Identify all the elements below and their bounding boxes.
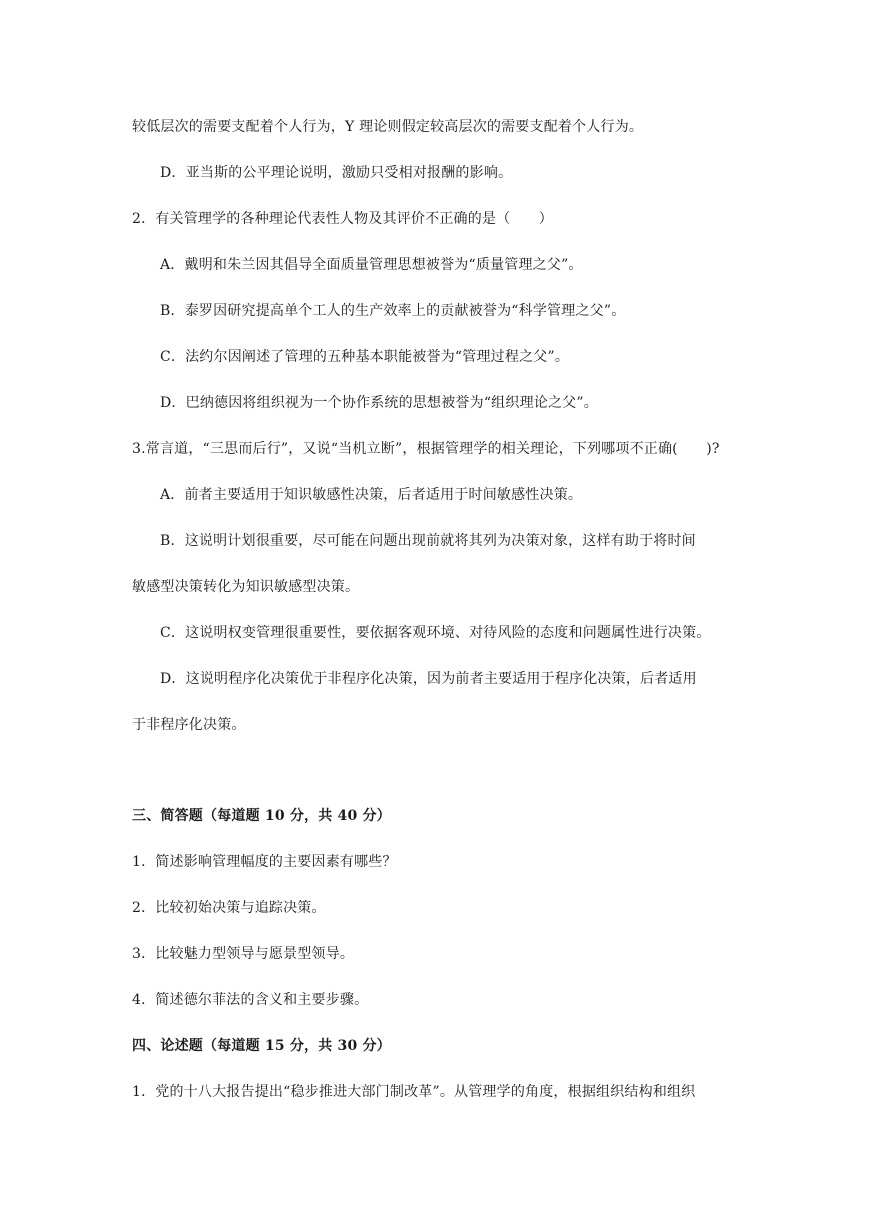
short-answer-3: 3．比较魅力型领导与愿景型领导。 <box>132 946 355 962</box>
section-heading-short-answer: 三、简答题（每道题 10 分，共 40 分） <box>132 808 391 824</box>
question-3: 3.常言道，“三思而后行”，又说“当机立断”，根据管理学的相关理论，下列哪项不正确( )? <box>132 441 720 457</box>
option-b-line: B．这说明计划很重要，尽可能在问题出现前就将其列为决策对象，这样有助于将时间 <box>160 533 696 549</box>
text-line: 较低层次的需要支配着个人行为，Y 理论则假定较高层次的需要支配着个人行为。 <box>132 119 644 135</box>
option-a-line: A．戴明和朱兰因其倡导全面质量管理思想被誉为“质量管理之父”。 <box>160 257 583 273</box>
essay-1: 1．党的十八大报告提出“稳步推进大部门制改革”。从管理学的角度，根据组织结构和组织 <box>132 1084 696 1100</box>
option-c-line: C．法约尔因阐述了管理的五种基本职能被誉为“管理过程之父”。 <box>160 349 570 365</box>
short-answer-4: 4．简述德尔菲法的含义和主要步骤。 <box>132 992 369 1008</box>
short-answer-2: 2．比较初始决策与追踪决策。 <box>132 900 326 916</box>
option-d-line: D．这说明程序化决策优于非程序化决策，因为前者主要适用于程序化决策，后者适用 <box>160 671 697 687</box>
option-d-line: D．巴纳德因将组织视为一个协作系统的思想被誉为“组织理论之父”。 <box>160 395 598 411</box>
short-answer-1: 1．简述影响管理幅度的主要因素有哪些？ <box>132 854 397 870</box>
option-c-line: C．这说明权变管理很重要性，要依据客观环境、对待风险的态度和问题属性进行决策。 <box>160 625 711 641</box>
option-d-line: D．亚当斯的公平理论说明，激励只受相对报酬的影响。 <box>160 165 513 181</box>
section-heading-essay: 四、论述题（每道题 15 分，共 30 分） <box>132 1038 391 1054</box>
question-2: 2．有关管理学的各种理论代表性人物及其评价不正确的是（ ） <box>132 211 553 227</box>
option-b-line: B．泰罗因研究提高单个工人的生产效率上的贡献被誉为“科学管理之父”。 <box>160 303 626 319</box>
option-d-continuation: 于非程序化决策。 <box>132 717 246 733</box>
option-a-line: A．前者主要适用于知识敏感性决策，后者适用于时间敏感性决策。 <box>160 487 583 503</box>
option-b-continuation: 敏感型决策转化为知识敏感型决策。 <box>132 579 360 595</box>
